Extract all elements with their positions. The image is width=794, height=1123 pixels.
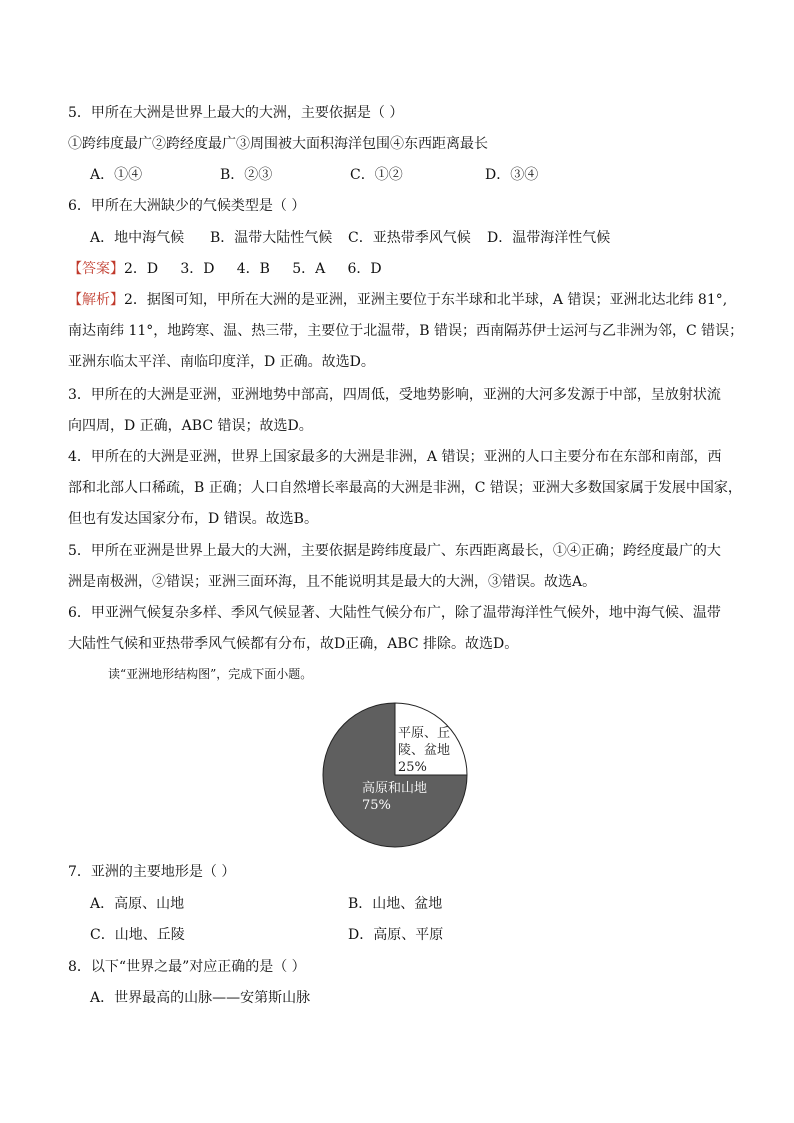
analysis-line-9: 5．甲所在亚洲是世界上最大的大洲，主要依据是跨纬度最广、东西距离最长，①④正确；跨经度最广的大 — [68, 543, 721, 559]
analysis-line-2: 南达南纬 11°，地跨寒、温、热三带，主要位于北温带，B 错误；西南隔苏伊士运河与乙非洲为邻，C 错误； — [68, 323, 744, 339]
q6-option-d[interactable]: D．温带海洋性气候 — [487, 230, 611, 246]
analysis-line-11: 6．甲亚洲气候复杂多样、季风气候显著、大陆性气候分布广，除了温带海洋性气候外，地中海气候、温带 — [68, 605, 721, 621]
q7-option-d[interactable]: D．高原、平原 — [348, 927, 444, 943]
q7-option-b[interactable]: B．山地、盆地 — [348, 896, 443, 912]
question-5-stem: 5．甲所在大洲是世界上最大的大洲，主要依据是（ ） — [68, 105, 404, 121]
analysis-line-12: 大陆性气候和亚热带季风气候都有分布，故D正确，ABC 排除。故选D。 — [68, 636, 519, 652]
q5-option-b[interactable]: B．②③ — [220, 167, 273, 183]
analysis-line-1 — [68, 290, 727, 310]
question-5-statements: ①跨纬度最广②跨经度最广③周围被大面积海洋包围④东西距离最长 — [68, 136, 488, 152]
question-7-stem: 7．亚洲的主要地形是（ ） — [68, 864, 236, 880]
q6-option-b[interactable]: B．温带大陆性气候 — [210, 230, 333, 246]
asia-terrain-pie-chart — [320, 700, 470, 850]
pie-label-0-1: 陵、盆地 — [398, 743, 451, 758]
analysis-label: 【解析】 — [68, 292, 124, 308]
q5-option-c[interactable]: C．①② — [350, 167, 403, 183]
pie-label-0-0: 平原、丘 — [398, 726, 451, 741]
analysis-line-6: 4．甲所在的大洲是亚洲，世界上国家最多的大洲是非洲，A 错误；亚洲的人口主要分布在东部和南部，西 — [68, 449, 722, 465]
question-6-stem: 6．甲所在大洲缺少的气候类型是（ ） — [68, 198, 306, 214]
analysis-text: 2．据图可知，甲所在大洲的是亚洲，亚洲主要位于东半球和北半球，A 错误；亚洲北达北纬 81°, — [124, 292, 728, 308]
analysis-line-5: 向四周，D 正确，ABC 错误；故选D。 — [68, 418, 313, 434]
analysis-line-10: 洲是南极洲，②错误；亚洲三面环海，且不能说明其是最大的大洲，③错误。故选A。 — [68, 574, 597, 590]
q8-option-a[interactable]: A．世界最高的山脉——安第斯山脉 — [90, 990, 311, 1006]
answer-line — [68, 259, 382, 279]
analysis-line-3: 亚洲东临太平洋、南临印度洋，D 正确。故选D。 — [68, 354, 375, 370]
pie-label-0-2: 25% — [398, 760, 427, 775]
question-8-stem: 8．以下“世界之最”对应正确的是（ ） — [68, 959, 306, 975]
q6-option-c[interactable]: C．亚热带季风气候 — [348, 230, 471, 246]
figure-caption: 读“亚洲地形结构图”，完成下面小题。 — [108, 667, 313, 681]
q5-option-a[interactable]: A．①④ — [90, 167, 143, 183]
analysis-line-7: 部和北部人口稀疏，B 正确；人口自然增长率最高的大洲是非洲，C 错误；亚洲大多数国家属于发展中国家， — [68, 480, 742, 496]
analysis-line-8: 但也有发达国家分布，D 错误。故选B。 — [68, 511, 318, 527]
pie-label-1-0: 高原和山地 — [362, 781, 428, 796]
q7-option-a[interactable]: A．高原、山地 — [90, 896, 185, 912]
answer-label: 【答案】 — [68, 261, 124, 277]
q7-option-c[interactable]: C．山地、丘陵 — [90, 927, 185, 943]
answer-text: 2．D 3．D 4．B 5．A 6．D — [124, 261, 382, 277]
q5-option-d[interactable]: D．③④ — [485, 167, 539, 183]
q6-option-a[interactable]: A．地中海气候 — [90, 230, 185, 246]
pie-label-1-1: 75% — [362, 798, 391, 813]
analysis-line-4: 3．甲所在的大洲是亚洲，亚洲地势中部高，四周低，受地势影响，亚洲的大河多发源于中部，呈放射状流 — [68, 387, 721, 403]
